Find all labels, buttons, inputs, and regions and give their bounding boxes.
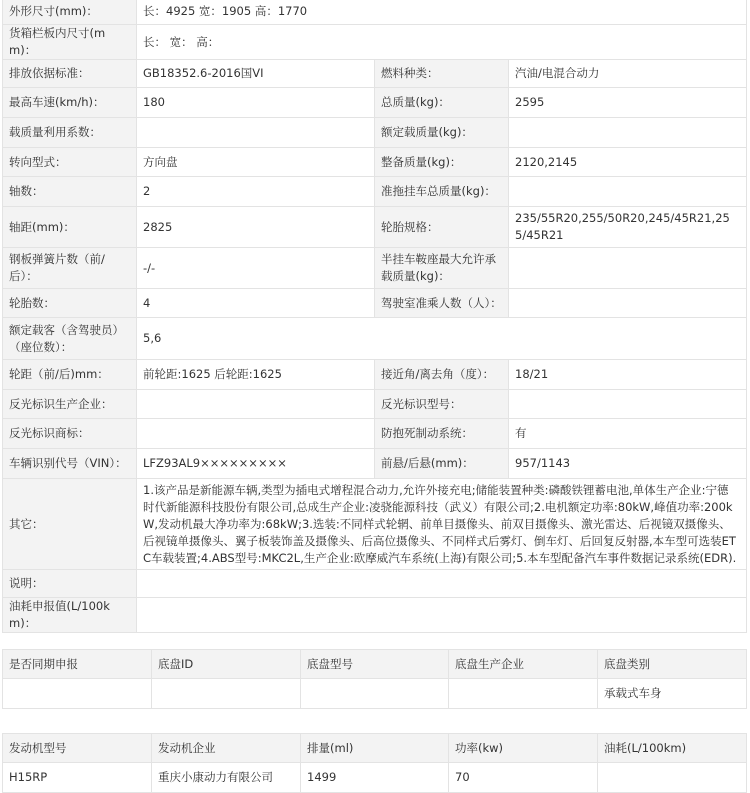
engine-data-row: [3, 763, 747, 793]
engine-header-consumption: 油耗(L/100km): [598, 734, 747, 763]
rated-load-value: [509, 118, 747, 148]
spec-row-leaf-spring: [3, 248, 747, 289]
spec-row-steering: [3, 148, 747, 177]
steering-value: 方向盘: [137, 148, 375, 177]
tire-count-value: 4: [137, 289, 375, 318]
dimensions-value: 长：4925 宽：1905 高：1770: [137, 0, 747, 25]
leaf-spring-value: -/-: [137, 248, 375, 289]
spec-row-other: [3, 479, 747, 570]
other-label: 其它：: [3, 479, 137, 570]
cargo-box-value: 长： 宽： 高：: [137, 25, 747, 60]
engine-header-displacement: 排量(ml): [301, 734, 449, 763]
engine-cell-power: 70: [449, 763, 598, 793]
engine-header-row: [3, 734, 747, 763]
spec-row-speed: [3, 88, 747, 118]
spec-row-reflector: [3, 390, 747, 419]
spec-row-axles: [3, 177, 747, 207]
engine-header-model: 发动机型号: [3, 734, 152, 763]
steering-label: 转向型式：: [3, 148, 137, 177]
fuel-type-label: 燃料种类：: [375, 60, 509, 88]
chassis-header-maker: 底盘生产企业: [449, 650, 598, 679]
spec-row-remark: [3, 570, 747, 598]
cab-passengers-label: 驾驶室准乘人数（人）：: [375, 289, 509, 318]
total-mass-value: 2595: [509, 88, 747, 118]
spec-row-wheelbase: [3, 207, 747, 248]
axles-label: 轴数：: [3, 177, 137, 207]
spec-row-tire-count: [3, 289, 747, 318]
approach-angle-label: 接近角/离去角（度）：: [375, 360, 509, 390]
reflector-brand-value: [137, 419, 375, 449]
chassis-cell-category: 承载式车身: [598, 679, 747, 709]
track-value: 前轮距:1625 后轮距:1625: [137, 360, 375, 390]
curb-mass-value: 2120,2145: [509, 148, 747, 177]
chassis-header-category: 底盘类别: [598, 650, 747, 679]
chassis-header-model: 底盘型号: [301, 650, 449, 679]
chassis-cell-sync: [3, 679, 152, 709]
load-util-value: [137, 118, 375, 148]
spec-row-vin: [3, 449, 747, 479]
chassis-cell-model: [301, 679, 449, 709]
overhang-value: 957/1143: [509, 449, 747, 479]
tire-spec-value: 235/55R20,255/50R20,245/45R21,255/45R21: [509, 207, 747, 248]
cargo-box-label: 货箱栏板内尺寸(mm)：: [3, 25, 137, 60]
engine-cell-maker: 重庆小康动力有限公司: [152, 763, 301, 793]
abs-value: 有: [509, 419, 747, 449]
tire-spec-label: 轮胎规格：: [375, 207, 509, 248]
track-label: 轮距（前/后)mm：: [3, 360, 137, 390]
saddle-load-value: [509, 248, 747, 289]
dimensions-label: 外形尺寸(mm)：: [3, 0, 137, 25]
total-mass-label: 总质量(kg)：: [375, 88, 509, 118]
max-speed-value: 180: [137, 88, 375, 118]
engine-header-power: 功率(kw): [449, 734, 598, 763]
spec-row-brand-abs: [3, 419, 747, 449]
trailer-mass-label: 准拖挂车总质量(kg)：: [375, 177, 509, 207]
load-util-label: 载质量利用系数：: [3, 118, 137, 148]
max-speed-label: 最高车速(km/h)：: [3, 88, 137, 118]
engine-cell-model: H15RP: [3, 763, 152, 793]
other-value: 1.该产品是新能源车辆,类型为插电式增程混合动力,允许外接充电;储能装置种类:磷酸铁锂蓄电池,单体生产企业:宁德时代新能源科技股份有限公司,总成生产企业:凌骁能源科技（武义）有限公司;2.电机额定功率:80kW,峰值功率:200kW,发动机最大净功率为:68kW;3.选装:不同样式轮辋、前单目摄像头、前双目摄像头、激光雷达、后视镜双摄像头、后视镜单摄像头、翼子板装饰盖及摄像头、后高位摄像头、不同样式后雾灯、倒车灯、后回复反射器,本车型可选装ETC车载装置;4.ABS型号:MKC2L,生产企业:欧摩威汽车系统(上海)有限公司;5.本车型配备汽车事件数据记录系统(EDR).: [137, 479, 747, 570]
vehicle-spec-table: [2, 0, 747, 633]
fuel-consumption-value: [137, 598, 747, 633]
reflector-model-value: [509, 390, 747, 419]
chassis-header-row: [3, 650, 747, 679]
curb-mass-label: 整备质量(kg)：: [375, 148, 509, 177]
fuel-consumption-label: 油耗申报值(L/100km)：: [3, 598, 137, 633]
spec-row-fuel-consumption: [3, 598, 747, 633]
spec-row-track: [3, 360, 747, 390]
reflector-maker-label: 反光标识生产企业：: [3, 390, 137, 419]
approach-angle-value: 18/21: [509, 360, 747, 390]
abs-label: 防抱死制动系统：: [375, 419, 509, 449]
spec-row-emission: [3, 60, 747, 88]
emission-value: GB18352.6-2016国VI: [137, 60, 375, 88]
chassis-table: [2, 649, 747, 709]
wheelbase-label: 轴距(mm)：: [3, 207, 137, 248]
chassis-cell-maker: [449, 679, 598, 709]
wheelbase-value: 2825: [137, 207, 375, 248]
axles-value: 2: [137, 177, 375, 207]
chassis-header-id: 底盘ID: [152, 650, 301, 679]
chassis-header-sync: 是否同期申报: [3, 650, 152, 679]
emission-label: 排放依据标准：: [3, 60, 137, 88]
reflector-model-label: 反光标识型号：: [375, 390, 509, 419]
vin-value: LFZ93AL9×××××××××: [137, 449, 375, 479]
spec-row-cargo-box: [3, 25, 747, 60]
vin-label: 车辆识别代号（VIN）：: [3, 449, 137, 479]
rated-passengers-label: 额定载客（含驾驶员）（座位数）：: [3, 318, 137, 360]
rated-passengers-value: 5,6: [137, 318, 747, 360]
engine-header-maker: 发动机企业: [152, 734, 301, 763]
leaf-spring-label: 钢板弹簧片数（前/后）：: [3, 248, 137, 289]
fuel-type-value: 汽油/电混合动力: [509, 60, 747, 88]
reflector-brand-label: 反光标识商标：: [3, 419, 137, 449]
spec-row-dimensions: [3, 0, 747, 25]
engine-cell-consumption: [598, 763, 747, 793]
engine-cell-displacement: 1499: [301, 763, 449, 793]
remark-value: [137, 570, 747, 598]
trailer-mass-value: [509, 177, 747, 207]
remark-label: 说明：: [3, 570, 137, 598]
reflector-maker-value: [137, 390, 375, 419]
chassis-cell-id: [152, 679, 301, 709]
engine-table: [2, 733, 747, 793]
chassis-data-row: [3, 679, 747, 709]
rated-load-label: 额定载质量(kg)：: [375, 118, 509, 148]
cab-passengers-value: [509, 289, 747, 318]
spec-row-passengers: [3, 318, 747, 360]
spec-row-load: [3, 118, 747, 148]
overhang-label: 前悬/后悬(mm)：: [375, 449, 509, 479]
tire-count-label: 轮胎数：: [3, 289, 137, 318]
saddle-load-label: 半挂车鞍座最大允许承载质量(kg)：: [375, 248, 509, 289]
